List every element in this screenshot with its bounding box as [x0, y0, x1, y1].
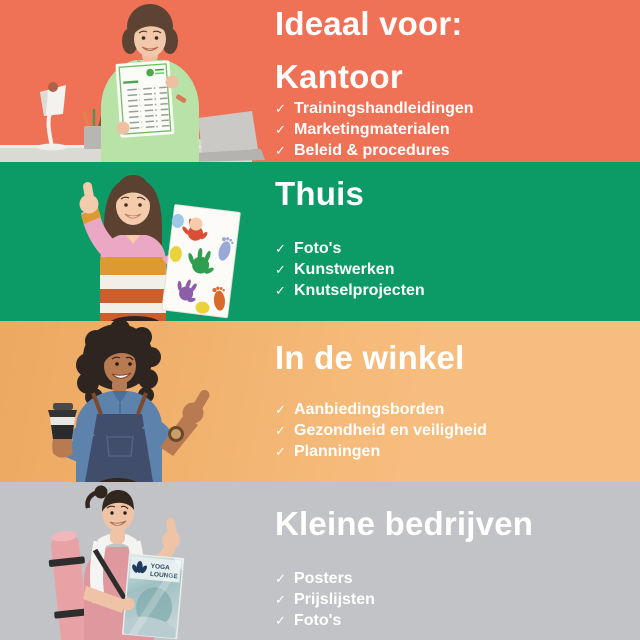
list-item-label: Aanbiedingsborden [294, 401, 445, 418]
section-thuis [0, 162, 640, 321]
photo-girl-artwork [0, 162, 270, 321]
section-kleine-bedrijven [0, 482, 640, 640]
check-icon: ✓ [275, 613, 286, 628]
list-item [275, 420, 634, 441]
checklist-kantoor [275, 98, 634, 161]
heading-kantoor: Kantoor [275, 58, 403, 95]
list-item-label: Knutselprojecten [294, 282, 425, 299]
laminated-poster [123, 554, 184, 638]
check-icon: ✓ [275, 423, 286, 438]
list-item [275, 280, 634, 301]
photo-barista-woman [0, 321, 270, 482]
list-item [275, 98, 634, 119]
check-icon: ✓ [275, 283, 286, 298]
desk-lamp [37, 82, 67, 151]
list-item-label: Foto's [294, 612, 342, 629]
check-icon: ✓ [275, 241, 286, 256]
list-item [275, 568, 634, 589]
heading-thuis: Thuis [275, 175, 364, 212]
heading-winkel: In de winkel [275, 339, 465, 376]
list-item [275, 119, 634, 140]
poster-title-line1: YOGA [150, 562, 171, 572]
laptop [191, 111, 265, 162]
list-item-label: Beleid & procedures [294, 142, 450, 159]
wrist-watch [170, 428, 183, 441]
list-item-label: Marketingmaterialen [294, 121, 450, 138]
list-item [275, 238, 634, 259]
list-item [275, 610, 634, 631]
checklist-kleine-bedrijven [275, 568, 634, 631]
section-winkel [0, 321, 640, 482]
list-item-label: Trainingshandleidingen [294, 100, 474, 117]
check-icon: ✓ [275, 143, 286, 158]
list-item [275, 589, 634, 610]
list-item-label: Gezondheid en veiligheid [294, 422, 487, 439]
check-icon: ✓ [275, 444, 286, 459]
checklist-thuis [275, 238, 634, 301]
check-icon: ✓ [275, 402, 286, 417]
girl [80, 175, 241, 321]
list-item-label: Kunstwerken [294, 261, 395, 278]
text-winkel [275, 321, 634, 462]
yoga-woman [46, 486, 184, 640]
barista-woman [48, 321, 211, 482]
page-title: Ideaal voor: [275, 5, 463, 42]
list-item [275, 259, 634, 280]
poster-title-line2: LOUNGE [149, 570, 178, 581]
section-kantoor [0, 0, 640, 162]
photo-yoga-woman [0, 482, 270, 640]
check-icon: ✓ [275, 122, 286, 137]
list-item [275, 441, 634, 462]
check-icon: ✓ [275, 571, 286, 586]
office-woman [101, 4, 199, 162]
list-item [275, 140, 634, 161]
text-thuis [275, 162, 634, 301]
text-kleine-bedrijven [275, 482, 634, 631]
list-item-label: Prijslijsten [294, 591, 375, 608]
check-icon: ✓ [275, 592, 286, 607]
check-icon: ✓ [275, 101, 286, 116]
list-item-label: Posters [294, 570, 353, 587]
list-item-label: Planningen [294, 443, 381, 460]
checklist-winkel [275, 399, 634, 462]
list-item [275, 399, 634, 420]
check-icon: ✓ [275, 262, 286, 277]
list-item-label: Foto's [294, 240, 342, 257]
photo-office-woman [0, 0, 270, 162]
text-kantoor [275, 0, 634, 161]
heading-kleine-bedrijven: Kleine bedrijven [275, 505, 534, 542]
